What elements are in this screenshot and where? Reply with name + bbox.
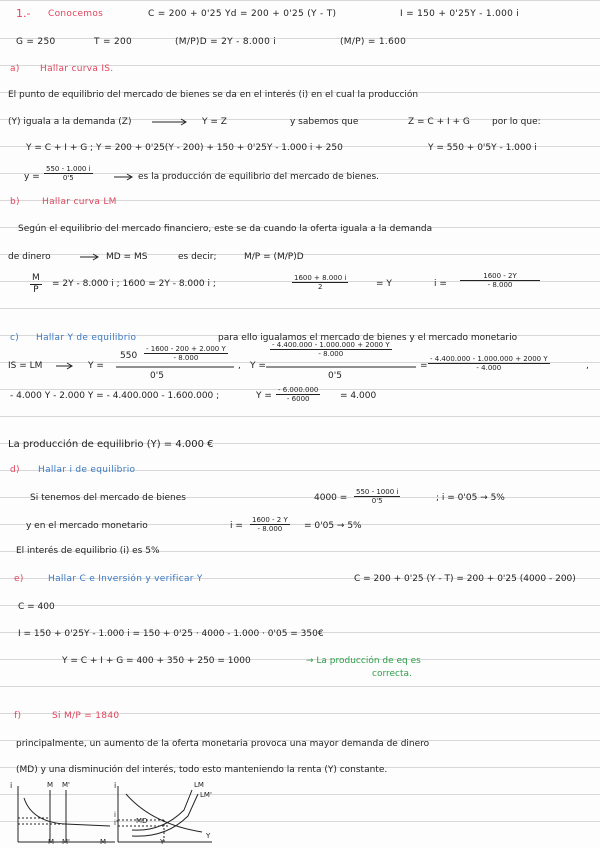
c-final-den: - 6000 xyxy=(286,395,310,404)
lm-fraction-i-den: - 8.000 xyxy=(487,281,513,290)
lm-fraction-y-den: 2 xyxy=(317,283,323,292)
d-conclusion: El interés de equilibrio (i) es 5% xyxy=(16,546,160,556)
c-f3-den: - 4.000 xyxy=(476,364,502,373)
section-f-text1: principalmente, un aumento de la oferta monetaria provoca una mayor demanda de dinero xyxy=(16,739,430,749)
section-c-title: Hallar Y de equilibrio xyxy=(36,333,137,343)
section-d-text2: y en el mercado monetario xyxy=(26,521,148,531)
g2-i-label: i xyxy=(114,781,117,790)
section-e-title: Hallar C e Inversión y verificar Y xyxy=(48,574,203,584)
c-f1-bar xyxy=(116,366,236,368)
section-f-text2: (MD) y una disminución del interés, todo esto manteniendo la renta (Y) constante. xyxy=(16,765,388,775)
c-f2-inner xyxy=(270,341,392,359)
arrow-right-icon xyxy=(112,172,136,182)
mp-fraction-den: P xyxy=(33,284,39,295)
g2-i2-label: i' xyxy=(114,819,118,827)
g2-lm2-label: LM' xyxy=(200,791,212,799)
d-eq2-b: = 0'05 → 5% xyxy=(304,521,362,531)
lm-fraction-y-num: 1600 + 8.000 i xyxy=(294,274,347,282)
c-f1-inner xyxy=(144,345,228,363)
d-eq2-num: 1600 - 2 Y xyxy=(252,516,288,524)
d-eq1-b: ; i = 0'05 → 5% xyxy=(436,493,505,503)
arrow-right-icon xyxy=(54,361,76,371)
c-f3-num: - 4.400.000 - 1.000.000 + 2000 Y xyxy=(430,355,548,363)
g1-x-m2: M' xyxy=(62,838,70,846)
g2-y-label: Y xyxy=(160,838,165,846)
lm-equation-1: = 2Y - 8.000 i ; 1600 = 2Y - 8.000 i ; xyxy=(52,279,216,289)
c-f3 xyxy=(428,355,550,373)
c-conclusion: La producción de equilibrio (Y) = 4.000 € xyxy=(8,439,214,450)
c-final-result: = 4.000 xyxy=(340,391,377,401)
is-description: es la producción de equilibrio del mercado de bienes. xyxy=(138,172,380,182)
c-f1-inner-num: - 1600 - 200 + 2.000 Y xyxy=(146,345,226,353)
exercise-number: 1.- xyxy=(16,7,31,20)
section-f-label: f) xyxy=(14,711,22,721)
lm-i-label: i = xyxy=(434,279,447,289)
is-equation-2: Y = 550 + 0'5Y - 1.000 i xyxy=(428,143,537,153)
section-b-text2d: M/P = (M/P)D xyxy=(244,252,304,262)
section-d-title: Hallar i de equilibrio xyxy=(38,465,136,475)
money-supply: (M/P) = 1.600 xyxy=(340,37,407,47)
section-f-title: Si M/P = 1840 xyxy=(52,711,120,721)
section-a-label: a) xyxy=(10,64,20,74)
g2-md-label: MD xyxy=(136,817,148,825)
e-c-value: C = 400 xyxy=(18,602,55,612)
c-f1-den: 0'5 xyxy=(150,371,164,381)
exercise-title: Conocemos xyxy=(48,9,104,19)
section-b-text2b: MD = MS xyxy=(106,252,148,262)
c-f2-inner-num: - 4.400.000 - 1.000.000 + 2000 Y xyxy=(272,341,390,349)
section-b-title: Hallar curva LM xyxy=(42,197,117,207)
is-y-label: y = xyxy=(24,172,40,182)
section-c-text1: para ello igualamos el mercado de bienes y el mercado monetario xyxy=(218,333,518,343)
section-b-text1: Según el equilibrio del mercado financiero, este se da cuando la oferta iguala a la demanda xyxy=(18,224,433,234)
is-equation-1: Y = C + I + G ; Y = 200 + 0'25(Y - 200) + 150 + 0'25Y - 1.000 i + 250 xyxy=(26,143,343,153)
taxes: T = 200 xyxy=(94,37,133,47)
g2-y2-label: Y xyxy=(206,832,211,840)
g1-m2-label: M' xyxy=(62,781,70,789)
c-final-fraction xyxy=(276,386,320,404)
c-f2-y: Y = xyxy=(250,361,266,371)
c-equation-line: - 4.000 Y - 2.000 Y = - 4.400.000 - 1.600.000 ; xyxy=(10,391,220,401)
g2-i1-label: i xyxy=(114,811,116,819)
c-f1-inner-den: - 8.000 xyxy=(173,354,199,363)
section-d-label: d) xyxy=(10,465,20,475)
consumption-function: C = 200 + 0'25 Yd = 200 + 0'25 (Y - T) xyxy=(148,9,337,19)
e-y-equation: Y = C + I + G = 400 + 350 + 250 = 1000 xyxy=(62,656,251,666)
e-y-note-1: → La producción de eq es xyxy=(306,656,421,666)
c-y-label: Y = xyxy=(88,361,104,371)
d-eq1-fraction xyxy=(354,488,400,506)
d-eq1-a: 4000 = xyxy=(314,493,348,503)
lm-fraction-i xyxy=(460,272,540,290)
section-a-text2c: y sabemos que xyxy=(290,117,359,127)
c-f2-inner-den: - 8.000 xyxy=(318,350,344,359)
lm-equation-2-rest: = Y xyxy=(376,279,392,289)
c-f2-den: 0'5 xyxy=(328,371,342,381)
section-a-title: Hallar curva IS. xyxy=(40,64,114,74)
c-final-num: - 6.000.000 xyxy=(278,386,319,394)
lm-fraction-i-num: 1600 - 2Y xyxy=(460,272,540,281)
mp-fraction xyxy=(30,273,42,296)
c-equals: = xyxy=(420,361,428,371)
g1-m-label: M xyxy=(47,781,54,789)
d-eq1-num: 550 - 1000 i xyxy=(356,488,399,496)
g2-lm-label: LM xyxy=(194,781,204,789)
c-comma-1: , xyxy=(238,361,241,371)
section-a-text1: El punto de equilibrio del mercado de bienes se da en el interés (i) en el cual la producción xyxy=(8,90,419,100)
section-a-text2a: (Y) iguala a la demanda (Z) xyxy=(8,117,132,127)
e-i-equation: I = 150 + 0'25Y - 1.000 i = 150 + 0'25 · 4000 - 1.000 · 0'05 = 350€ xyxy=(18,629,324,639)
section-c-label: c) xyxy=(10,333,20,343)
g1-i-label: i xyxy=(10,781,13,790)
section-b-text2a: de dinero xyxy=(8,252,51,262)
government-spending: G = 250 xyxy=(16,37,56,47)
d-eq2-den: - 8.000 xyxy=(257,525,283,534)
lm-fraction-y xyxy=(292,274,348,292)
c-f2-bar xyxy=(266,366,416,368)
e-y-note-2: correcta. xyxy=(372,669,412,679)
c-f1-left: 550 xyxy=(120,351,138,361)
is-lm-label: IS = LM xyxy=(8,361,43,371)
e-c-equation: C = 200 + 0'25 (Y - T) = 200 + 0'25 (4000 - 200) xyxy=(354,574,576,584)
arrow-right-icon xyxy=(78,252,102,262)
section-b-text2c: es decir; xyxy=(178,252,217,262)
c-eq-y-label: Y = xyxy=(256,391,272,401)
d-eq1-den: 0'5 xyxy=(371,497,383,506)
is-fraction-num: 550 - 1.000 i xyxy=(46,165,91,173)
section-a-text2b: Y = Z xyxy=(202,117,227,127)
money-demand: (M/P)D = 2Y - 8.000 i xyxy=(175,37,277,47)
section-d-text1: Si tenemos del mercado de bienes xyxy=(30,493,186,503)
c-comma-2: , xyxy=(586,361,589,371)
mp-fraction-num: M xyxy=(32,273,40,283)
section-b-label: b) xyxy=(10,197,20,207)
investment-function: I = 150 + 0'25Y - 1.000 i xyxy=(400,9,520,19)
section-a-text2e: por lo que: xyxy=(492,117,541,127)
g1-x-m: M xyxy=(48,838,55,846)
d-eq2-a: i = xyxy=(230,521,243,531)
section-e-label: e) xyxy=(14,574,24,584)
g1-x-m3: M xyxy=(100,838,107,846)
is-fraction xyxy=(44,165,93,183)
d-eq2-fraction xyxy=(250,516,290,534)
is-fraction-den: 0'5 xyxy=(62,174,74,183)
arrow-right-icon xyxy=(150,117,190,127)
section-a-text2d: Z = C + I + G xyxy=(408,117,470,127)
